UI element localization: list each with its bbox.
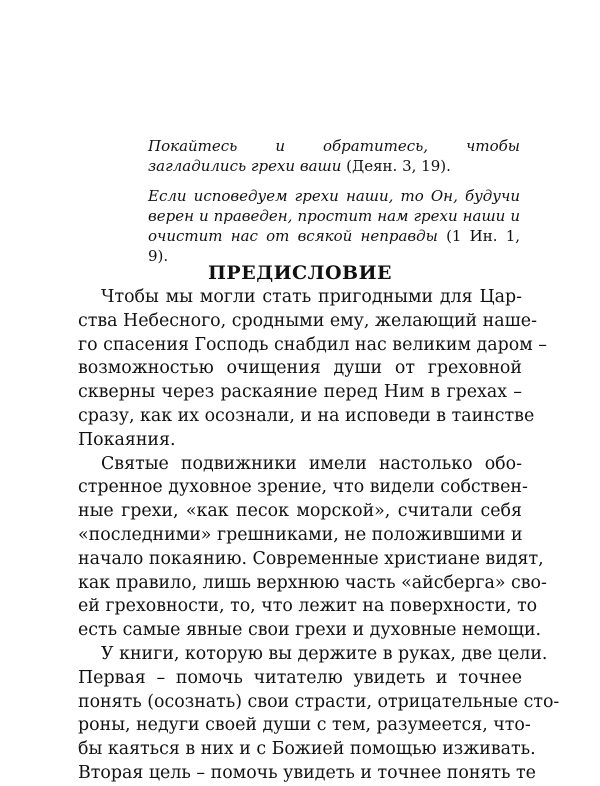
text-line: Первая – помочь читателю увидеть и точнее: [78, 667, 522, 688]
text-line: ей греховности, то, что лежит на поверхности, то: [78, 596, 538, 617]
section-heading: ПРЕДИСЛОВИЕ: [207, 262, 393, 284]
text-line: начало покаянию. Современные христиане видят,: [78, 548, 544, 569]
text-line: Вторая цель – помочь увидеть и точнее понять те: [78, 762, 536, 783]
epigraph-source: (1 Ин. 1, 9).: [148, 227, 521, 265]
paragraph-2: [78, 453, 547, 643]
text-line: скверны через раскаяние перед Ним в грехах –: [78, 382, 522, 403]
text-line: Святые подвижники имели настолько обо-: [101, 453, 522, 474]
body-text: [78, 286, 560, 786]
text-line: го спасения Господь снабдил нас великим даром –: [78, 334, 547, 355]
text-line: сразу, как их осознали, и на исповеди в таинстве: [78, 405, 535, 426]
text-line: Чтобы мы могли стать пригодными для Цар-: [101, 287, 522, 307]
text-line: возможностью очищения души от греховной: [78, 358, 522, 379]
epigraph-verse-1: [148, 136, 520, 176]
text-line: бы каяться в них и с Божией помощью изживать.: [78, 739, 536, 760]
text-line: роны, недуги своей души с тем, разумеется, что-: [78, 715, 531, 736]
paragraph-1: [78, 286, 547, 453]
epigraph-quote: Покайтесь и обратитесь, чтобы загладились грехи ваши: [148, 137, 520, 175]
epigraph-verse-2: [148, 186, 520, 266]
text-line: есть самые явные свои грехи и духовные немощи.: [78, 620, 542, 641]
text-line: У книги, которую вы держите в руках, две цели.: [101, 643, 548, 664]
text-line: стренное духовное зрение, что видели собствен-: [78, 477, 528, 498]
text-line: понять (осознать) свои страсти, отрицательные сто-: [78, 691, 560, 712]
text-line: ные грехи, «как песок морской», считали себя: [78, 501, 522, 522]
epigraph-source: (Деян. 3, 19).: [341, 157, 451, 175]
text-line: Покаяния.: [78, 429, 176, 450]
text-line: «последними» грешниками, не положившими и: [78, 524, 523, 545]
text-line: ства Небесного, сродными ему, желающий наше-: [78, 310, 537, 331]
paragraph-3: [78, 643, 560, 786]
epigraph-quote: Если исповедуем грехи наши, то Он, будучи верен и праведен, простит нам грехи наши и очистит нас от всякой неправды: [148, 187, 520, 245]
text-line: как правило, лишь верхнюю часть «айсберга» сво-: [78, 572, 547, 593]
epigraph: [148, 136, 520, 276]
